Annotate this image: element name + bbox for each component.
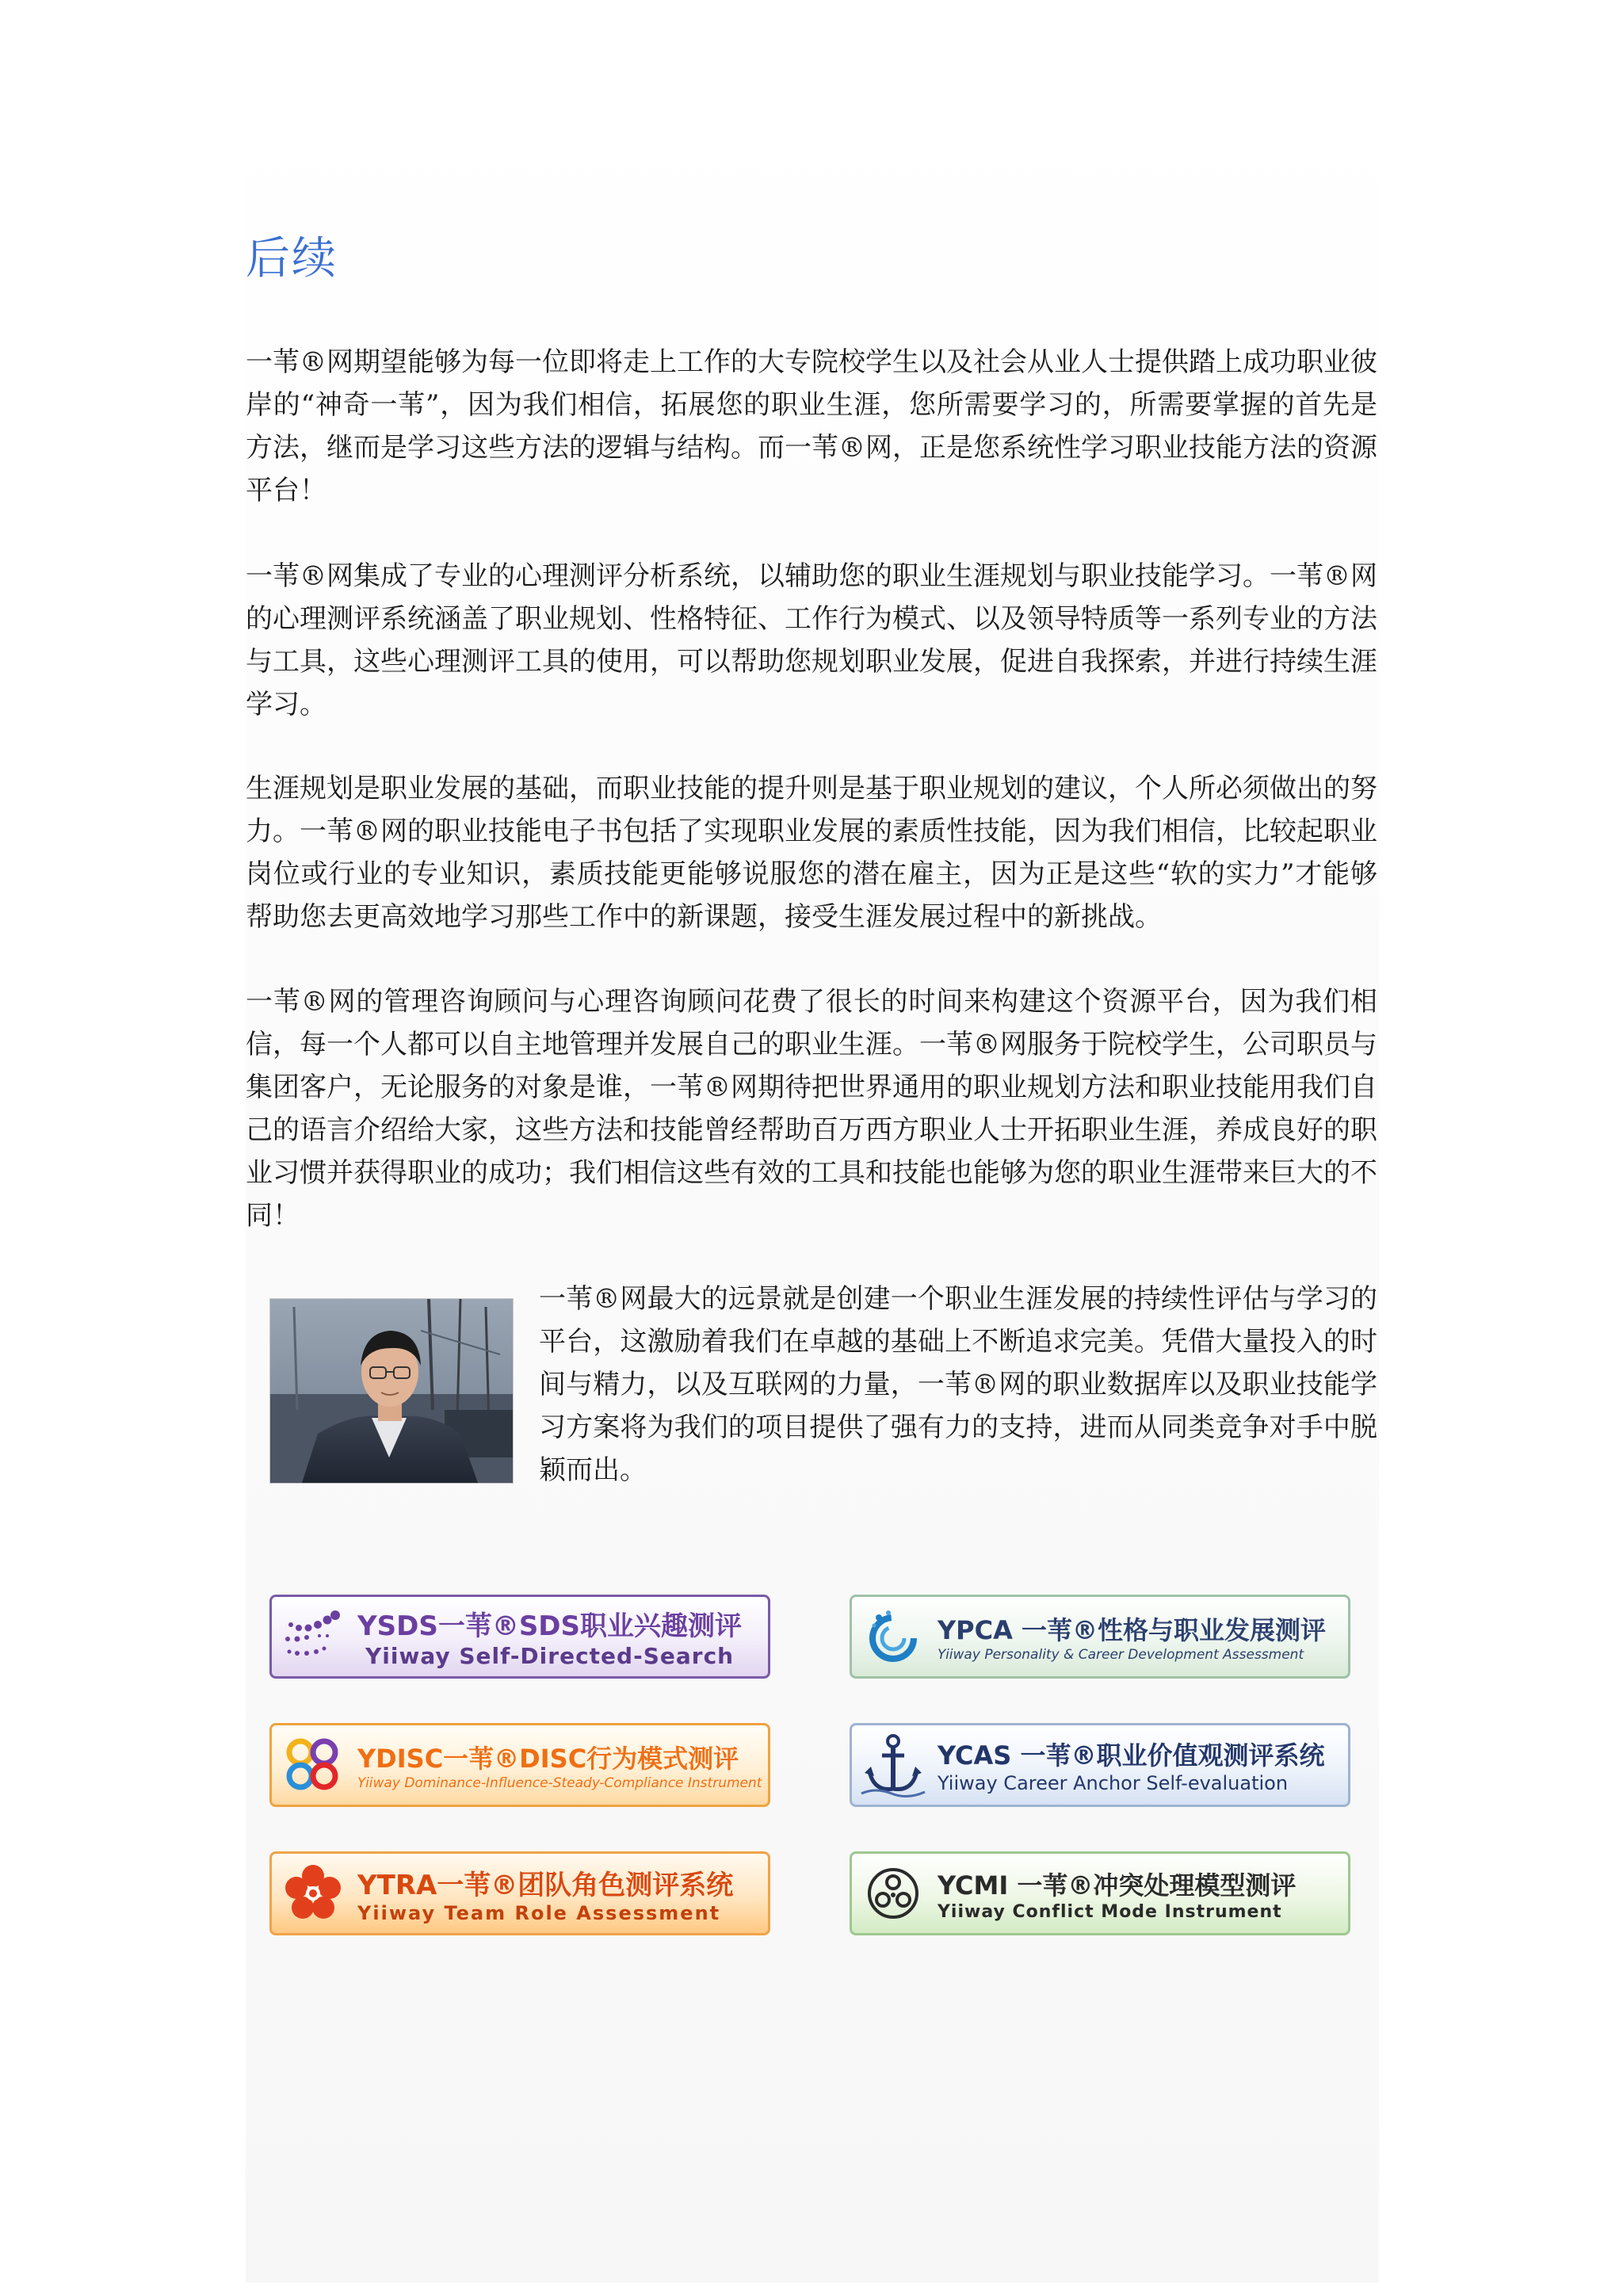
- badge-subtitle: Yiiway Conflict Mode Instrument: [938, 1901, 1282, 1922]
- ydisc-assessment-link[interactable]: [269, 1723, 770, 1807]
- paragraph-career-planning: 生涯规划是职业发展的基础，而职业技能的提升则是基于职业规划的建议，个人所必须做出的努力。一苇®网的职业技能电子书包括了实现职业发展的素质性技能，因为我们相信，比较起职业岗位或行业的专业知识，素质技能更能够说服您的潜在雇主，因为正是这些“软的实力”才能够帮助您去更高效地学习那些工作中的新课题，接受生涯发展过程中的新挑战。: [246, 773, 1377, 933]
- badge-subtitle: Yiiway Career Anchor Self-evaluation: [938, 1772, 1289, 1794]
- badge-subtitle: Yiiway Personality & Career Development Assessment: [938, 1647, 1304, 1663]
- paragraph-vision: 一苇®网最大的远景就是创建一个职业生涯发展的持续性评估与学习的平台，这激励着我们在卓越的基础上不断追求完美。凭借大量投入的时间与精力，以及互联网的力量，一苇®网的职业数据库以及职业技能学习方案将为我们的项目提供了强有力的支持，进而从同类竞争对手中脱颖而出。: [539, 1283, 1377, 1486]
- badge-title: YCAS 一苇®职业价值观测评系统: [938, 1740, 1325, 1771]
- badge-title: YCMI 一苇®冲突处理模型测评: [938, 1870, 1296, 1901]
- flower-icon: [272, 1851, 354, 1935]
- badge-subtitle: Yiiway Self-Directed-Search: [365, 1643, 735, 1669]
- page-title: 后续: [246, 233, 338, 285]
- ysds-assessment-link[interactable]: [269, 1595, 770, 1679]
- badge-subtitle: Yiiway Team Role Assessment: [357, 1901, 721, 1924]
- ypca-assessment-link[interactable]: [850, 1595, 1350, 1679]
- paragraph-intro: 一苇®网期望能够为每一位即将走上工作的大专院校学生以及社会从业人士提供踏上成功职业彼岸的“神奇一苇”，因为我们相信，拓展您的职业生涯，您所需要学习的，所需要掌握的首先是方法，继而是学习这些方法的逻辑与结构。而一苇®网，正是您系统性学习职业技能方法的资源平台！: [246, 346, 1377, 506]
- paragraph-consultants: 一苇®网的管理咨询顾问与心理咨询顾问花费了很长的时间来构建这个资源平台，因为我们相信，每一个人都可以自主地管理并发展自己的职业生涯。一苇®网服务于院校学生，公司职员与集团客户，无论服务的对象是谁，一苇®网期待把世界通用的职业规划方法和职业技能用我们自己的语言介绍给大家，这些方法和技能曾经帮助百万西方职业人士开拓职业生涯，养成良好的职业习惯并获得职业的成功；我们相信这些有效的工具和技能也能够为您的职业生涯带来巨大的不同！: [246, 986, 1377, 1232]
- ycmi-assessment-link[interactable]: [850, 1851, 1350, 1935]
- ytra-assessment-link[interactable]: [269, 1851, 770, 1935]
- swirl-circle-icon: [852, 1595, 934, 1679]
- conflict-circles-icon: [852, 1851, 934, 1935]
- badge-title: YDISC一苇®DISC行为模式测评: [357, 1744, 739, 1774]
- ycas-assessment-link[interactable]: [850, 1723, 1350, 1807]
- founder-photo: [269, 1298, 514, 1484]
- dots-spiral-icon: [272, 1595, 354, 1679]
- badge-title: YSDS一苇®SDS职业兴趣测评: [357, 1610, 743, 1642]
- paragraph-assessment-system: 一苇®网集成了专业的心理测评分析系统，以辅助您的职业生涯规划与职业技能学习。一苇®网的心理测评系统涵盖了职业规划、性格特征、工作行为模式、以及领导特质等一系列专业的方法与工具，这些心理测评工具的使用，可以帮助您规划职业发展，促进自我探索，并进行持续生涯学习。: [246, 560, 1377, 720]
- four-rings-icon: [272, 1723, 354, 1807]
- badge-subtitle: Yiiway Dominance-Influence-Steady-Compliance Instrument: [357, 1775, 762, 1791]
- portrait-image: [270, 1299, 513, 1483]
- badge-title: YTRA一苇®团队角色测评系统: [357, 1869, 734, 1901]
- badge-title: YPCA 一苇®性格与职业发展测评: [938, 1615, 1327, 1645]
- anchor-icon: [852, 1723, 934, 1807]
